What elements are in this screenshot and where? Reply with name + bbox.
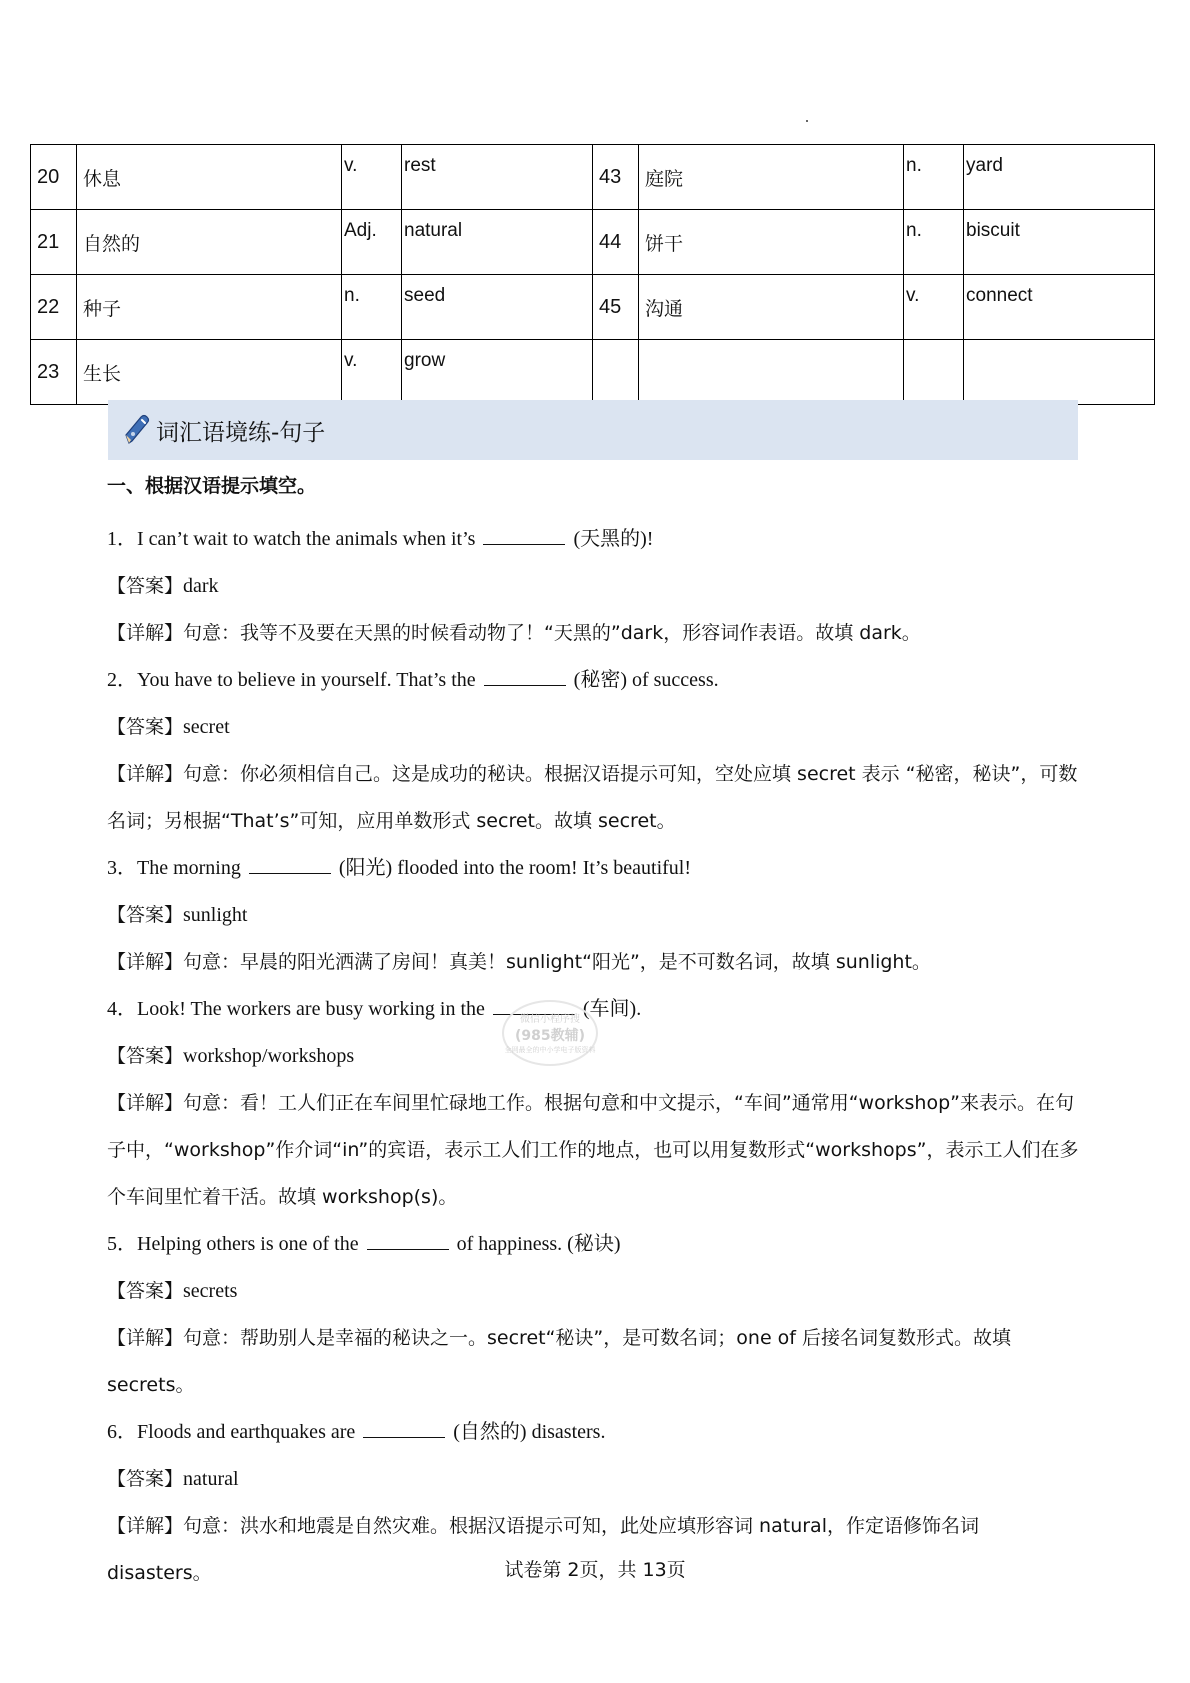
vocab-number: 21: [31, 210, 77, 275]
question-list: [107, 516, 1082, 1597]
detail-label: 【详解】: [107, 763, 184, 785]
detail-text: 句意：看！工人们正在车间里忙碌地工作。根据句意和中文提示，“车间”通常用“workshop”来表示。在句子中，“workshop”作介词“in”的宾语，表示工人们工作的地点，也可以用复数形式“workshops”，表示工人们在多个车间里忙着干活。故填 workshop(s)。: [107, 1092, 1079, 1208]
question-line: [107, 845, 1082, 892]
vocab-row: [31, 145, 1155, 210]
vocab-chinese: 自然的: [77, 210, 342, 275]
vocab-pos: v.: [342, 145, 402, 210]
answer-line: [107, 892, 1082, 939]
question-line: [107, 1221, 1082, 1268]
question-block: [107, 657, 1082, 845]
vocab-english: seed: [402, 275, 593, 340]
vocab-english: rest: [402, 145, 593, 210]
vocab-pos: n.: [904, 145, 964, 210]
vocab-pos: v.: [904, 275, 964, 340]
watermark-line-1: 微信小程序搜: [520, 1014, 580, 1025]
answer-text: natural: [183, 1468, 239, 1490]
detail-text: 句意：早晨的阳光洒满了房间！真美！sunlight“阳光”，是不可数名词，故填 sunlight。: [183, 951, 931, 973]
exercise-heading: 一、根据汉语提示填空。: [107, 475, 317, 497]
answer-line: [107, 1268, 1082, 1315]
question-hint: of happiness. (秘诀): [456, 1233, 621, 1255]
vocab-english: natural: [402, 210, 593, 275]
question-text: 6．Floods and earthquakes are: [107, 1421, 356, 1443]
vocab-chinese: 休息: [77, 145, 342, 210]
vocab-number: 20: [31, 145, 77, 210]
question-text: 4．Look! The workers are busy working in the: [107, 998, 485, 1020]
detail-label: 【详解】: [107, 1092, 184, 1114]
answer-label: 【答案】: [107, 1468, 184, 1490]
vocab-chinese: 生长: [77, 340, 342, 405]
vocab-pos: n.: [904, 210, 964, 275]
detail-line: [107, 1503, 1082, 1597]
vocab-row: [31, 275, 1155, 340]
detail-text: 句意：我等不及要在天黑的时候看动物了！“天黑的”dark，形容词作表语。故填 dark。: [183, 622, 921, 644]
vocab-number: 43: [593, 145, 639, 210]
question-line: [107, 1409, 1082, 1456]
answer-text: secrets: [183, 1280, 238, 1302]
answer-blank: [367, 1229, 449, 1250]
detail-line: [107, 1080, 1082, 1221]
detail-line: [107, 939, 1082, 986]
detail-label: 【详解】: [107, 1515, 184, 1537]
question-line: [107, 516, 1082, 563]
pencil-icon: [122, 413, 152, 447]
detail-line: [107, 610, 1082, 657]
answer-text: sunlight: [183, 904, 248, 926]
answer-line: [107, 704, 1082, 751]
answer-label: 【答案】: [107, 1045, 184, 1067]
answer-blank: [484, 665, 566, 686]
vocab-chinese: 饼干: [639, 210, 904, 275]
vocab-english: grow: [402, 340, 593, 405]
answer-line: [107, 563, 1082, 610]
detail-label: 【详解】: [107, 951, 184, 973]
vocab-row: [31, 340, 1155, 405]
question-line: [107, 657, 1082, 704]
vocab-english: connect: [964, 275, 1155, 340]
question-hint: (车间).: [582, 998, 642, 1020]
answer-text: workshop/workshops: [183, 1045, 355, 1067]
question-text: 5．Helping others is one of the: [107, 1233, 359, 1255]
question-hint: (自然的) disasters.: [453, 1421, 606, 1443]
answer-blank: [363, 1417, 445, 1438]
stray-dot: [806, 120, 808, 122]
vocab-chinese: 沟通: [639, 275, 904, 340]
vocab-english: [964, 340, 1155, 405]
detail-line: [107, 751, 1082, 845]
vocab-pos: n.: [342, 275, 402, 340]
vocab-pos: v.: [342, 340, 402, 405]
answer-text: secret: [183, 716, 230, 738]
detail-text: 句意：你必须相信自己。这是成功的秘诀。根据汉语提示可知，空处应填 secret 表示 “秘密，秘诀”，可数名词；另根据“That’s”可知，应用单数形式 secret。故填 secret。: [107, 763, 1078, 832]
vocab-chinese: 种子: [77, 275, 342, 340]
answer-label: 【答案】: [107, 575, 184, 597]
detail-line: [107, 1315, 1082, 1409]
detail-text: 句意：洪水和地震是自然灾难。根据汉语提示可知，此处应填形容词 natural，作定语修饰名词 disasters。: [107, 1515, 979, 1584]
detail-label: 【详解】: [107, 1327, 184, 1349]
watermark-line-3: 全网最全的中小学电子版资料: [504, 1046, 596, 1054]
question-text: 3．The morning: [107, 857, 241, 879]
vocab-number: 23: [31, 340, 77, 405]
detail-label: 【详解】: [107, 622, 184, 644]
vocab-pos: Adj.: [342, 210, 402, 275]
answer-label: 【答案】: [107, 904, 184, 926]
vocab-number: 22: [31, 275, 77, 340]
answer-blank: [249, 853, 331, 874]
question-hint: (阳光) flooded into the room! It’s beautiful!: [338, 857, 692, 879]
vocab-english: biscuit: [964, 210, 1155, 275]
question-block: [107, 845, 1082, 986]
vocab-table: [30, 144, 1155, 405]
vocab-number: 44: [593, 210, 639, 275]
section-header: [108, 400, 1078, 460]
vocab-pos: [904, 340, 964, 405]
vocab-chinese: 庭院: [639, 145, 904, 210]
question-text: 2．You have to believe in yourself. That’s the: [107, 669, 476, 691]
vocab-number: [593, 340, 639, 405]
answer-line: [107, 1456, 1082, 1503]
vocab-chinese: [639, 340, 904, 405]
vocab-row: [31, 210, 1155, 275]
watermark-seal: [502, 1000, 598, 1066]
question-hint: (秘密) of success.: [573, 669, 719, 691]
section-title: 词汇语境练-句子: [156, 419, 326, 446]
answer-label: 【答案】: [107, 1280, 184, 1302]
vocab-english: yard: [964, 145, 1155, 210]
detail-text: 句意：帮助别人是幸福的秘诀之一。secret“秘诀”，是可数名词；one of 后接名词复数形式。故填 secrets。: [107, 1327, 1012, 1396]
answer-blank: [483, 524, 565, 545]
vocab-number: 45: [593, 275, 639, 340]
question-block: [107, 1221, 1082, 1409]
question-text: 1．I can’t wait to watch the animals when it’s: [107, 528, 476, 550]
question-block: [107, 516, 1082, 657]
answer-label: 【答案】: [107, 716, 184, 738]
question-hint: (天黑的)!: [573, 528, 654, 550]
page-footer: 试卷第 2页，共 13页: [504, 1559, 686, 1581]
answer-text: dark: [183, 575, 219, 597]
watermark-line-2: (985教辅): [514, 1028, 586, 1044]
